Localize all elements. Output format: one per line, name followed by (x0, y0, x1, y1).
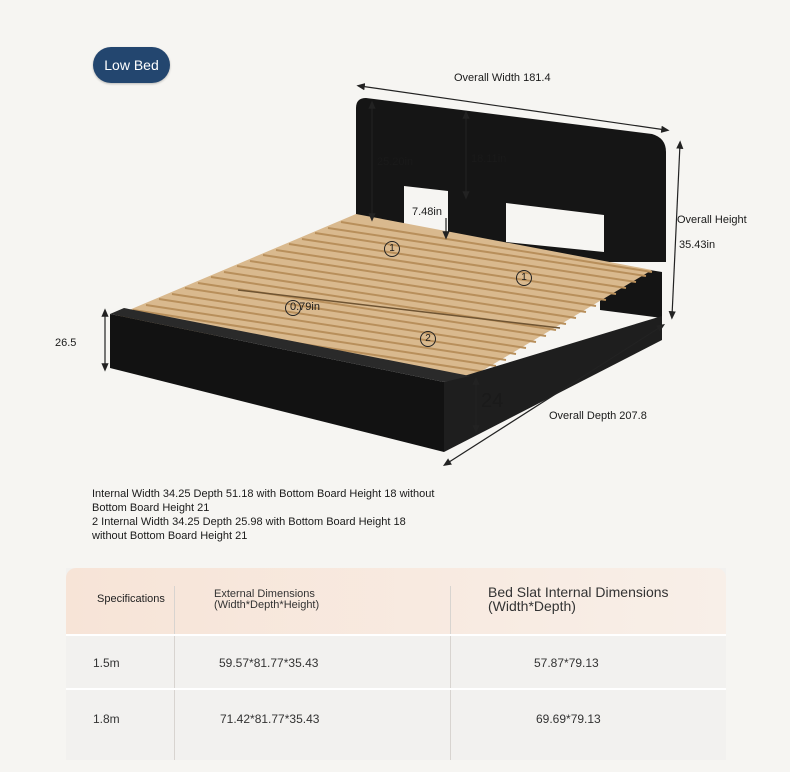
specification-table (66, 568, 726, 760)
table-row-2-external: 71.42*81.77*35.43 (220, 712, 320, 726)
low-bed-badge: Low Bed (93, 47, 170, 83)
header-slat-dimensions (488, 585, 669, 613)
headboard-height-label: 25.20in (377, 156, 414, 168)
note-line-2: Bottom Board Height 21 (92, 502, 210, 514)
overall-height-arrow (672, 144, 680, 316)
slat-gap-label: 0.79in (290, 301, 320, 313)
overall-width-label: Overall Width 181.4 (454, 72, 551, 84)
table-row-2-size: 1.8m (93, 712, 120, 726)
row-divider (66, 688, 726, 690)
overall-depth-label: Overall Depth 207.8 (549, 410, 647, 422)
table-row-1-slat: 57.87*79.13 (534, 656, 599, 670)
zone-2-marker: 2 (420, 331, 436, 347)
overall-height-label: Overall Height (677, 214, 747, 226)
note-line-1: Internal Width 34.25 Depth 51.18 with Bottom Board Height 18 without (92, 488, 435, 500)
side-height-label: 26.5 (55, 337, 77, 349)
overall-height-value: 35.43in (679, 239, 716, 251)
note-line-4: without Bottom Board Height 21 (92, 530, 248, 542)
slat-gap-marker (285, 300, 301, 316)
header-external-line-1: External Dimensions (214, 588, 315, 600)
zone-1-marker-a: 1 (384, 241, 400, 257)
zone-1-marker-b: 1 (516, 270, 532, 286)
header-slat-line-2: (Width*Depth) (488, 598, 576, 614)
table-row-2-slat: 69.69*79.13 (536, 712, 601, 726)
internal-dimension-notes (92, 487, 492, 543)
note-line-3: 2 Internal Width 34.25 Depth 25.98 with Bottom Board Height 18 (92, 516, 406, 528)
table-row-1-external: 59.57*81.77*35.43 (219, 656, 319, 670)
base-height-label: 24 (481, 390, 504, 412)
column-divider-1 (174, 586, 175, 760)
header-row-divider (66, 634, 726, 636)
header-slat-line-1: Bed Slat Internal Dimensions (488, 584, 669, 600)
header-external-line-2: (Width*Depth*Height) (214, 599, 320, 611)
header-external-dimensions (214, 589, 319, 611)
cutout-width-label: 7.48in (412, 206, 442, 218)
header-specifications: Specifications (97, 593, 165, 605)
table-row-1-size: 1.5m (93, 656, 120, 670)
panel-height-label: 18.11in (471, 153, 507, 165)
column-divider-2 (450, 586, 451, 760)
